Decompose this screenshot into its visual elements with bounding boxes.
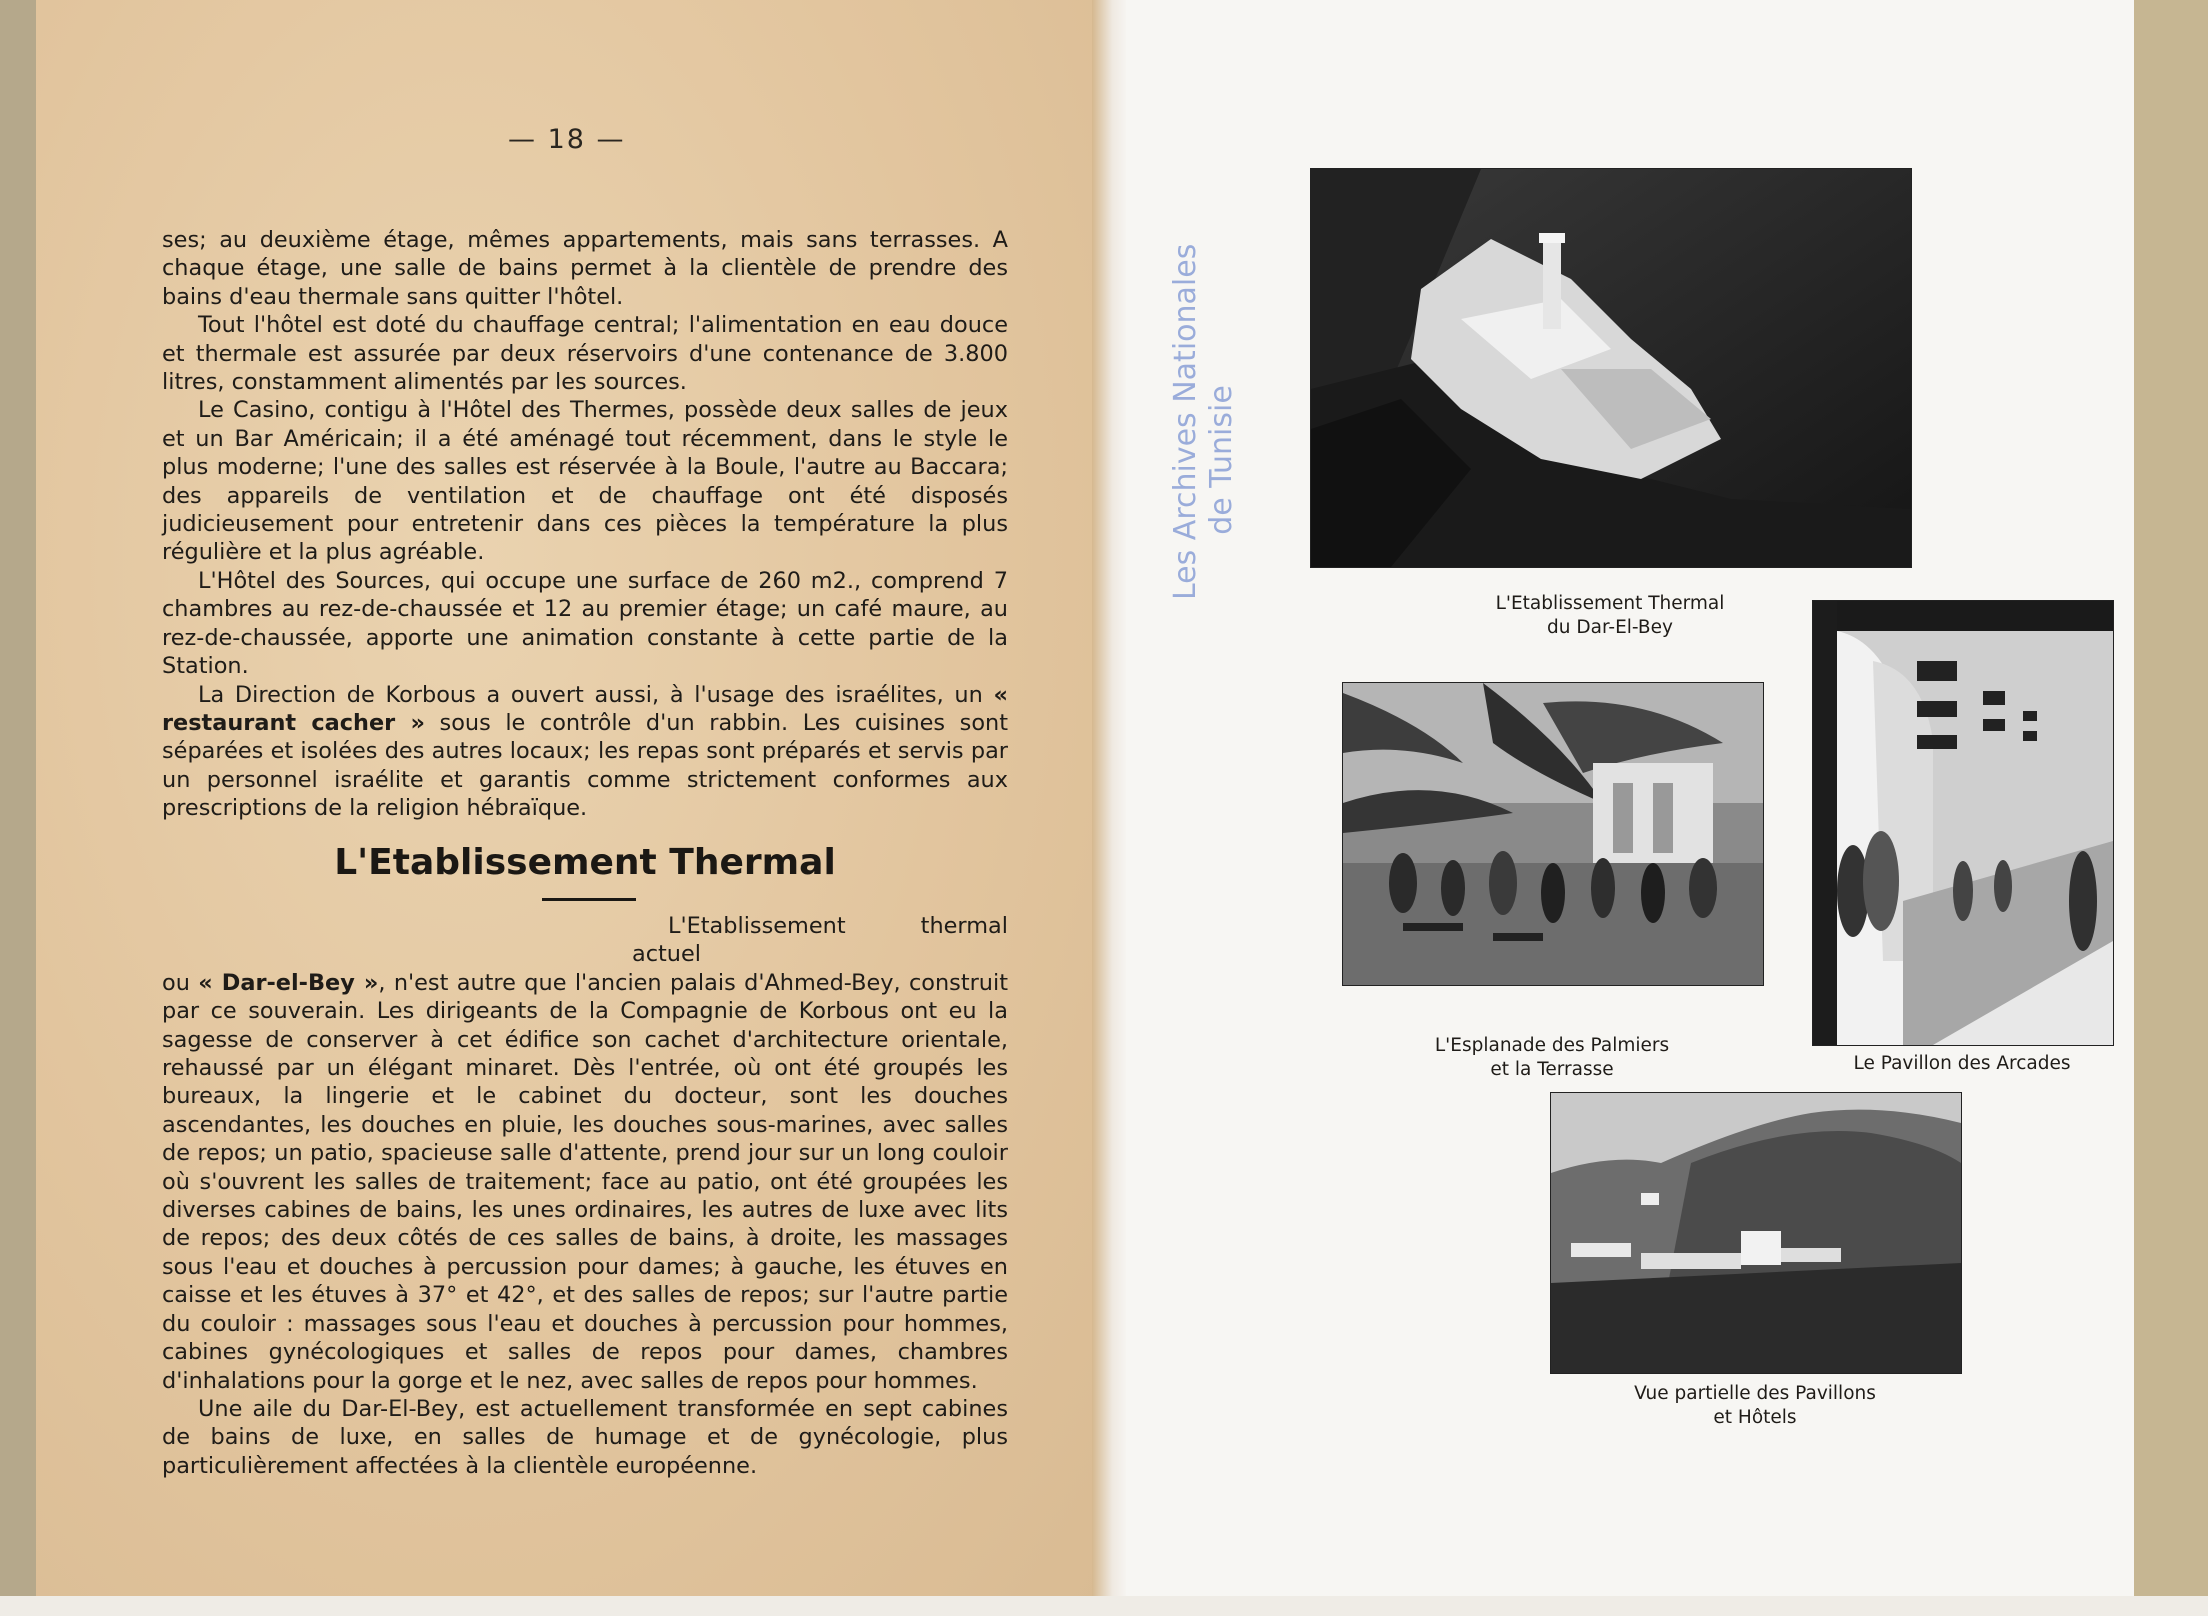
bottom-scan-edge xyxy=(0,1596,2208,1616)
dar-el-bey-bold: « Dar-el-Bey » xyxy=(198,969,379,996)
page-number: — 18 — xyxy=(508,124,626,155)
section-paragraph-2: Une aile du Dar-El-Bey, est actuellement transformée en sept cabines de bains de luxe, en salles de humage et de gynécologie, plus particulièrement affectées à la clientèle européenne. xyxy=(162,1395,1008,1479)
paragraph-5-end: sous le contrôle d'un rabbin. Les cuisines sont séparées et isolées des autres locaux; les repas sont préparés et servis par un personnel israélite et garantis comme strictement conformes aux prescriptions de la religion hébraïque. xyxy=(162,709,1008,822)
paragraph-3: Le Casino, contigu à l'Hôtel des Thermes, possède deux salles de jeux et un Bar Américain; il a été aménagé tout récemment, dans le style le plus moderne; l'une des salles est réservée à la Boule, l'autre au Baccara; des appareils de ventilation et de chauffage ont été disposés judicieusement pour entretenir dans ces pièces la température la plus régulière et la plus agréable. xyxy=(162,397,1008,566)
section-paragraph-1 xyxy=(162,969,1008,1395)
body-text-top xyxy=(162,226,1008,823)
caption-pavillons: Vue partielle des Pavillons et Hôtels xyxy=(1634,1383,1876,1428)
caption-etablissement-thermal: L'Etablissement Thermal du Dar-El-Bey xyxy=(1495,593,1725,638)
stamp-line-1: Les Archives Nationales xyxy=(1168,243,1203,600)
photo-pavillons-image xyxy=(1551,1093,1961,1373)
photo-vue-pavillons xyxy=(1550,1092,1962,1374)
photo-esplanade-palmiers xyxy=(1342,682,1764,986)
paragraph-5-start: La Direction de Korbous a ouvert aussi, à l'usage des israélites, un xyxy=(198,681,994,708)
section-first-line: L'Etablissement thermal actuel xyxy=(632,913,1008,968)
photo-thermal-image xyxy=(1311,169,1911,567)
paragraph-2: Tout l'hôtel est doté du chauffage central; l'alimentation en eau douce et thermale est assurée par deux réservoirs d'une contenance de 3.800 litres, constamment alimentés par les sources. xyxy=(162,312,1008,396)
caption-arcades: Le Pavillon des Arcades xyxy=(1853,1053,2071,1074)
paragraph-1: ses; au deuxième étage, mêmes appartements, mais sans terrasses. A chaque étage, une salle de bains permet à la clientèle de prendre des bains d'eau thermale sans quitter l'hôtel. xyxy=(162,227,1008,310)
photo-arcades-image xyxy=(1813,601,2113,1045)
archive-stamp xyxy=(1168,243,1248,600)
paragraph-4: L'Hôtel des Sources, qui occupe une surface de 260 m2., comprend 7 chambres au rez-de-chaussée et 12 au premier étage; un café maure, au rez-de-chaussée, apporte une animation constante à cette partie de la Station. xyxy=(162,567,1008,680)
photo-esplanade-image xyxy=(1343,683,1763,985)
left-scan-edge xyxy=(0,0,36,1596)
section-paragraph-1-start: ou xyxy=(162,969,199,996)
stamp-line-2: de Tunisie xyxy=(1204,385,1239,535)
body-text-section xyxy=(162,912,1008,1480)
section-title: L'Etablissement Thermal xyxy=(334,842,836,883)
right-scan-edge xyxy=(2134,0,2208,1596)
restaurant-cacher-bold: « restaurant cacher » xyxy=(162,681,1008,736)
paragraph-5 xyxy=(162,681,1008,823)
photo-pavillon-arcades xyxy=(1812,600,2114,1046)
section-paragraph-1-end: , n'est autre que l'ancien palais d'Ahmed-Bey, construit par ce souverain. Les dirigeants de la Compagnie de Korbous ont eu la sagesse de conserver à cet édifice son cachet d'architecture orientale, rehaussé par un élégant minaret. Dès l'entrée, où ont été groupés les bureaux, la lingerie et le cabinet du docteur, sont les douches ascendantes, les douches en pluie, les douches sous-marines, avec salles de repos; un patio, spacieuse salle d'attente, prend jour sur un long couloir où s'ouvrent les salles de traitement; face au patio, ont été groupées les diverses cabines de bains, les unes ordinaires, les autres de luxe avec lits de repos; des deux côtés de ces salles de bains, à droite, les massages sous l'eau et douches à percussion pour dames; à gauche, les étuves en caisse et les étuves à 37° et 42°, et des salles de repos; sur l'autre partie du couloir : massages sous l'eau et douches à percussion pour hommes, cabines gynécologiques et salles de repos pour dames, chambres d'inhalations pour la gorge et le nez, avec salles de repos pour hommes. xyxy=(162,969,1008,1394)
caption-esplanade: L'Esplanade des Palmiers et la Terrasse xyxy=(1434,1035,1670,1080)
book-gutter xyxy=(1092,0,1126,1596)
title-underline xyxy=(542,898,636,901)
photo-etablissement-thermal xyxy=(1310,168,1912,568)
